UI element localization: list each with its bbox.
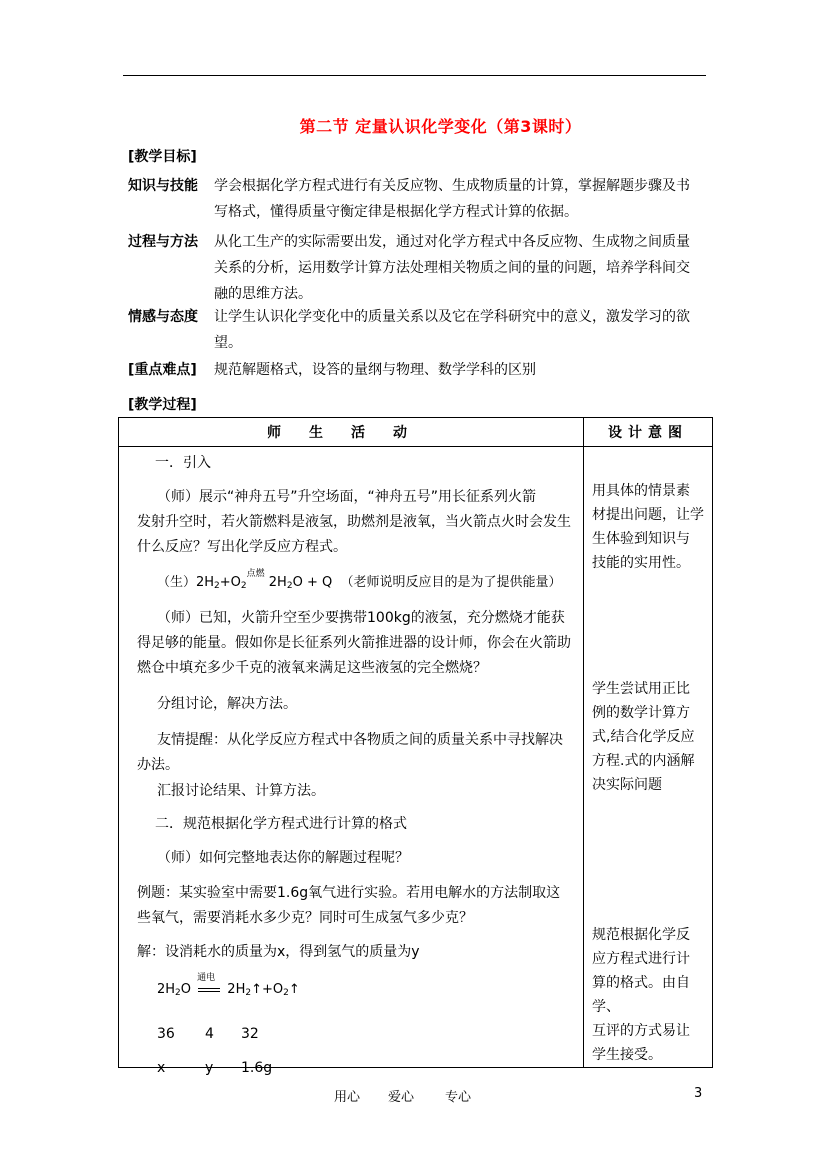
eq-part: 2H xyxy=(264,575,287,590)
intent-line: 决实际问题 xyxy=(592,777,662,793)
eq-note: （老师说明反应目的是为了提供能量） xyxy=(340,575,562,590)
key-label: [重点难点] xyxy=(128,362,197,378)
eq-sub: 2 xyxy=(240,581,247,591)
eq-sub: 2 xyxy=(283,988,289,998)
emotion-text xyxy=(214,304,714,356)
eq-part: O xyxy=(180,982,192,997)
equation-line xyxy=(157,570,587,599)
section-heading: 二．规范根据化学方程式进行计算的格式 xyxy=(155,816,407,832)
eq-sub: 2 xyxy=(175,988,181,998)
intent-line: 规范根据化学反 xyxy=(592,927,690,943)
intro-heading: 一．引入 xyxy=(155,455,211,471)
intent-block-2 xyxy=(592,677,708,797)
paragraph: 得足够的能量。假如你是长征系列火箭推进器的设计师，你会在火箭助 xyxy=(137,635,571,651)
eq-part: （生）2H xyxy=(157,575,215,590)
paragraph: 办法。 xyxy=(137,757,179,773)
eq-sub: 2 xyxy=(245,988,252,998)
intent-line: 互评的方式易让 xyxy=(592,1023,690,1039)
activity-table xyxy=(118,417,713,1076)
variable-row xyxy=(157,1055,587,1081)
mass-ratio-row xyxy=(157,1021,587,1047)
intent-line: 用具体的情景素 xyxy=(592,483,690,499)
emotion-line: 让学生认识化学变化中的质量关系以及它在学科研究中的意义，激发学习的欲 xyxy=(214,309,690,325)
process-text xyxy=(214,229,714,307)
intent-line: 算的格式。由自学、 xyxy=(592,975,690,1015)
paragraph: 例题：某实验室中需要1.6g氧气进行实验。若用电解水的方法制取这 xyxy=(137,885,561,901)
intent-line: 方程.式的内涵解 xyxy=(592,753,695,769)
paragraph: 发射升空时，若火箭燃料是液氢，助燃剂是液氧，当火箭点火时会发生 xyxy=(137,514,571,530)
intent-line: 学生接受。 xyxy=(592,1047,662,1063)
page-title: 第二节 定量认识化学变化（第3课时） xyxy=(299,117,582,136)
paragraph: 汇报讨论结果、计算方法。 xyxy=(157,783,325,799)
footer-text: 爱心 xyxy=(388,1090,415,1105)
page-number: 3 xyxy=(694,1086,703,1101)
process-line: 关系的分析，运用数学计算方法处理相关物质之间的量的问题，培养学科间交 xyxy=(214,260,690,276)
goal-heading: [教学目标] xyxy=(128,149,197,165)
paragraph: 友情提醒：从化学反应方程式中各物质之间的质量关系中寻找解决 xyxy=(157,732,563,748)
paragraph: 分组讨论，解决方法。 xyxy=(157,696,297,712)
eq-part: 2H xyxy=(227,982,246,997)
knowledge-line: 写格式，懂得质量守衡定律是根据化学方程式计算的依据。 xyxy=(214,204,578,220)
eq-sub: 2 xyxy=(214,581,220,591)
table-header-left: 师生活动 xyxy=(119,418,584,447)
process-label: 过程与方法 xyxy=(128,234,198,250)
eq-part: ↑ xyxy=(288,982,300,997)
knowledge-line: 学会根据化学方程式进行有关反应物、生成物质量的计算，掌握解题步骤及书 xyxy=(214,178,690,194)
intent-block-3 xyxy=(592,923,708,1067)
variable-value: x xyxy=(157,1060,166,1076)
variable-value: 1.6g xyxy=(241,1060,273,1076)
intent-line: 例的数学计算方 xyxy=(592,705,690,721)
electrolysis-equation xyxy=(157,973,587,1006)
eq-arrow xyxy=(195,973,223,1003)
condition-label: 点燃 xyxy=(246,569,265,579)
intent-line: 技能的实用性。 xyxy=(592,555,690,571)
condition-label: 通电 xyxy=(197,973,216,983)
activity-cell xyxy=(119,447,584,1076)
paragraph: 什么反应？写出化学反应方程式。 xyxy=(137,539,347,555)
ratio-value: 4 xyxy=(205,1026,214,1042)
process-line: 融的思维方法。 xyxy=(214,286,312,302)
paragraph: （师）如何完整地表达你的解题过程呢？ xyxy=(157,850,409,866)
paragraph: 燃仓中填充多少千克的液氧来满足这些液氢的完全燃烧？ xyxy=(137,660,487,676)
paragraph: （师）展示“神舟五号”升空场面，“神舟五号”用长征系列火箭 xyxy=(157,489,537,505)
eq-part: ↑+O xyxy=(251,982,284,997)
ratio-value: 32 xyxy=(241,1026,259,1042)
eq-part: O + Q xyxy=(292,575,333,590)
emotion-line: 望。 xyxy=(214,335,242,351)
intent-line: 式,结合化学反应 xyxy=(592,729,695,745)
intent-line: 材提出问题，让学 xyxy=(592,507,704,523)
paragraph: 解：设消耗水的质量为x，得到氢气的质量为y xyxy=(137,944,420,960)
intent-line: 学生尝试用正比 xyxy=(592,681,690,697)
footer-text: 专心 xyxy=(445,1090,472,1105)
footer-text: 用心 xyxy=(334,1090,361,1105)
knowledge-label: 知识与技能 xyxy=(128,178,198,194)
header-rule xyxy=(123,75,706,76)
ratio-value: 36 xyxy=(157,1026,175,1042)
intent-line: 生体验到知识与 xyxy=(592,531,690,547)
emotion-label: 情感与态度 xyxy=(128,309,198,325)
eq-part: +O xyxy=(219,575,241,590)
paragraph: 些氧气，需要消耗水多少克？同时可生成氢气多少克？ xyxy=(137,910,473,926)
process-line: 从化工生产的实际需要出发，通过对化学方程式中各反应物、生成物之间质量 xyxy=(214,234,690,250)
variable-value: y xyxy=(205,1060,214,1076)
process-heading: [教学过程] xyxy=(128,397,197,413)
eq-part: 2H xyxy=(157,982,176,997)
intent-block-1 xyxy=(592,479,708,575)
paragraph: （师）已知，火箭升空至少要携带100kg的液氢，充分燃烧才能获 xyxy=(157,610,565,626)
eq-sub: 2 xyxy=(286,581,293,591)
intent-line: 应方程式进行计 xyxy=(592,951,690,967)
key-text: 规范解题格式，设答的量纲与物理、数学学科的区别 xyxy=(214,362,536,378)
knowledge-text xyxy=(214,173,714,225)
table-header-right: 设计意图 xyxy=(584,418,713,447)
intent-cell xyxy=(584,447,713,1068)
